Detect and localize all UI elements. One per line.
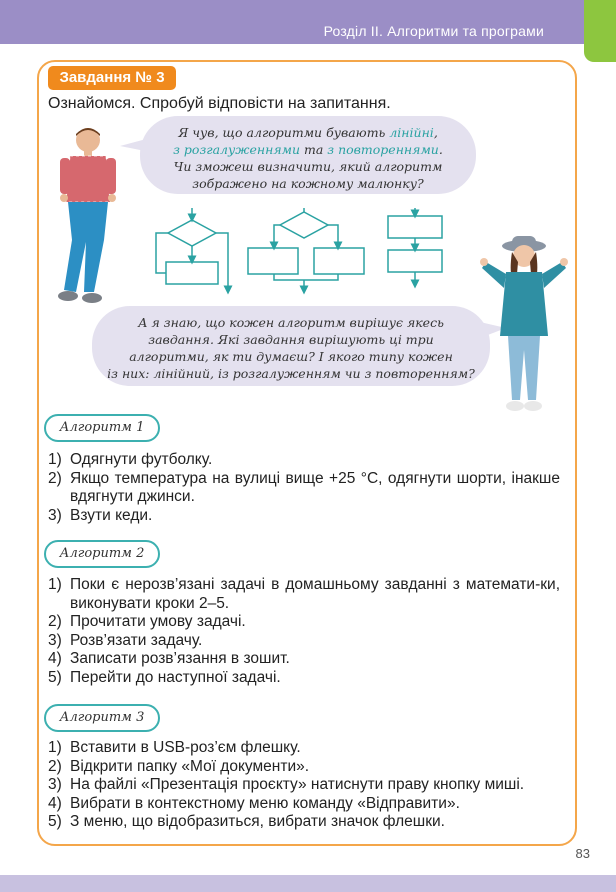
section-header bbox=[0, 0, 584, 44]
flowcharts bbox=[150, 208, 450, 296]
flowchart-loop bbox=[156, 208, 228, 290]
page-number: 83 bbox=[575, 846, 590, 861]
list-item: 4) Вибрати в контекстному меню команду «Відправити». bbox=[48, 794, 460, 812]
algorithm-2-steps bbox=[48, 576, 560, 688]
list-item: 5) З меню, що відобразиться, вибрати значок флешки. bbox=[48, 813, 445, 831]
girl-illustration bbox=[478, 232, 570, 418]
chapter-tab bbox=[584, 0, 616, 62]
algorithm-1-label: Алгоритм 1 bbox=[44, 414, 160, 442]
list-item: 5) Перейти до наступної задачі. bbox=[48, 668, 281, 686]
list-item: 2) Прочитати умову задачі. bbox=[48, 613, 246, 631]
list-item: 1) Вставити в USB-роз’єм флешку. bbox=[48, 739, 301, 756]
list-item: 2) Відкрити папку «Мої документи». bbox=[48, 757, 310, 775]
list-item: 1) Поки є нерозв’язані задачі в домашньому завданні з математи-ки, виконувати кроки 2–5. bbox=[48, 576, 560, 612]
bubble-boy-text: Я чув, що алгоритми бувають лінійні, з розгалуженнями та з повтореннями. Чи зможеш визначити, який алгоритм зображено на кожному малюнку? bbox=[173, 125, 443, 191]
list-item: 3) На файлі «Презентація проєкту» натиснути праву кнопку миші. bbox=[48, 776, 525, 794]
task-badge: Завдання № 3 bbox=[48, 66, 176, 90]
flowchart-branching bbox=[248, 208, 364, 290]
algorithm-2-label: Алгоритм 2 bbox=[44, 540, 160, 568]
list-item: 4) Записати розв’язання в зошит. bbox=[48, 650, 290, 668]
flowchart-linear bbox=[388, 208, 442, 284]
bubble-girl-text: А я знаю, що кожен алгоритм вирішує якесь завдання. Які завдання вирішують ці три алгоритми, як ти думаєш? І якого типу кожен із них: лінійний, із розгалуженням чи з повторенням? bbox=[107, 315, 475, 381]
list-item: 3) Розв’язати задачу. bbox=[48, 631, 203, 649]
task-intro: Ознайомся. Спробуй відповісти на запитання. bbox=[48, 95, 391, 112]
section-title: Розділ ІІ. Алгоритми та програми bbox=[323, 23, 544, 39]
boy-illustration bbox=[50, 124, 126, 310]
list-item: 1) Одягнути футболку. bbox=[48, 451, 213, 468]
algorithm-3-label: Алгоритм 3 bbox=[44, 704, 160, 732]
algorithm-3-steps bbox=[48, 739, 560, 832]
footer-bar bbox=[0, 875, 616, 892]
list-item: 3) Взути кеди. bbox=[48, 506, 153, 524]
list-item: 2) Якщо температура на вулиці вище +25 °C, одягнути шорти, інакше вдягнути джинси. bbox=[48, 469, 560, 506]
algorithm-1-steps bbox=[48, 451, 560, 525]
